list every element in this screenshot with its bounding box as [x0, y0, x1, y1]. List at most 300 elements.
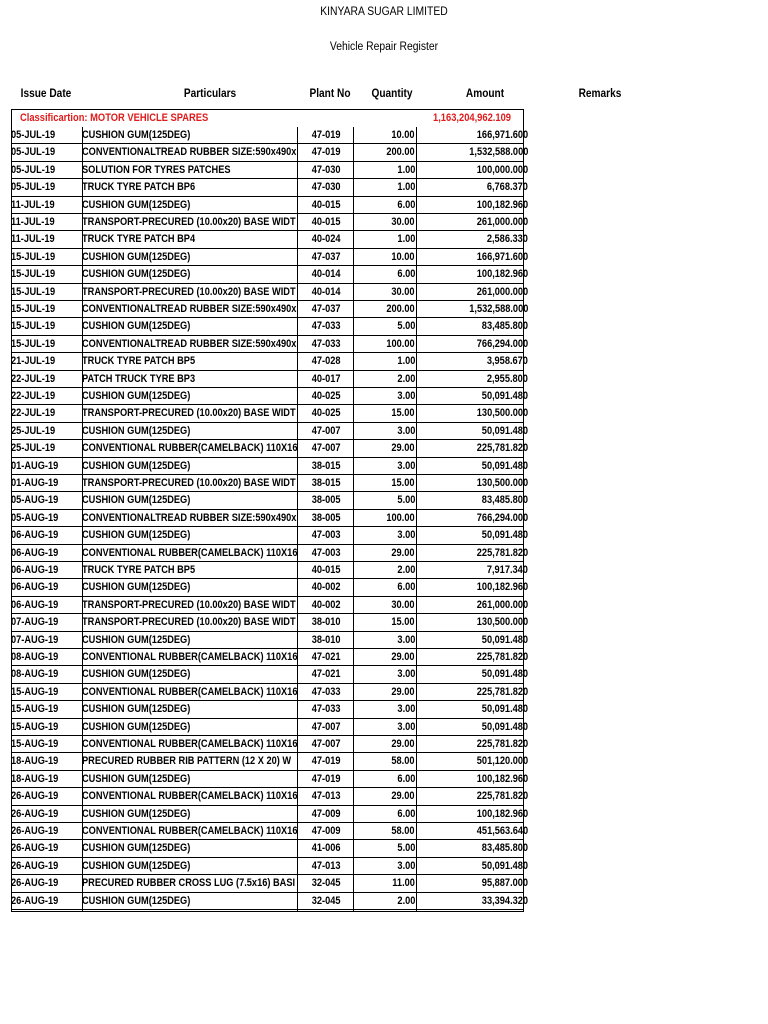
plant-no-cell — [299, 475, 353, 492]
amount-cell — [417, 719, 528, 736]
particulars-cell — [82, 562, 297, 579]
quantity-cell — [354, 893, 415, 910]
quantity-cell — [354, 388, 415, 405]
issue-date-cell-text: 01-AUG-19 — [11, 459, 59, 472]
quantity-cell-text: 30.00 — [391, 216, 415, 228]
issue-date-cell — [11, 545, 81, 562]
quantity-cell — [354, 666, 415, 683]
amount-cell-text: 225,781.820 — [476, 442, 528, 455]
particulars-cell — [82, 475, 297, 492]
quantity-cell-text: 1.00 — [397, 163, 415, 176]
issue-date-cell-text: 06-AUG-19 — [11, 546, 59, 559]
plant-no-cell-text: 47-037 — [311, 250, 341, 263]
particulars-cell — [82, 840, 297, 857]
amount-cell-text: 100,182.960 — [476, 772, 528, 785]
amount-cell — [417, 127, 528, 144]
particulars-cell — [82, 579, 297, 596]
issue-date-cell — [11, 318, 81, 335]
issue-date-cell — [11, 597, 81, 614]
particulars-cell — [82, 266, 297, 283]
plant-no-cell — [299, 666, 353, 683]
quantity-cell-text: 15.00 — [391, 616, 415, 629]
amount-cell-text: 33,394.320 — [481, 894, 528, 907]
particulars-cell-text: TRANSPORT-PRECURED (10.00x20) BASE WIDT — [82, 285, 296, 298]
quantity-cell — [354, 162, 415, 179]
amount-cell-text: 95,887.000 — [481, 877, 528, 890]
particulars-cell-text: CONVENTIONAL RUBBER(CAMELBACK) 110X16 — [82, 685, 297, 698]
particulars-cell — [82, 510, 297, 527]
issue-date-cell-text: 05-AUG-19 — [11, 494, 59, 507]
table-row — [11, 893, 528, 910]
issue-date-cell — [11, 249, 81, 266]
quantity-cell — [354, 753, 415, 770]
plant-no-cell — [299, 649, 353, 666]
plant-no-cell — [299, 284, 353, 301]
plant-no-cell-text: 40-002 — [311, 581, 341, 594]
table-row — [11, 510, 528, 527]
amount-cell — [417, 771, 528, 788]
plant-no-cell-text: 40-015 — [311, 564, 341, 576]
amount-cell — [417, 632, 528, 649]
issue-date-cell — [11, 353, 81, 370]
quantity-cell-text: 11.00 — [392, 877, 415, 890]
quantity-cell-text: 1.00 — [397, 233, 415, 246]
issue-date-cell-text: 15-JUL-19 — [11, 337, 56, 350]
issue-date-cell — [11, 562, 81, 579]
quantity-cell — [354, 214, 415, 231]
issue-date-cell-text: 08-AUG-19 — [11, 668, 59, 681]
particulars-cell-text: TRUCK TYRE PATCH BP5 — [82, 355, 196, 368]
issue-date-cell — [11, 684, 81, 701]
quantity-cell-text: 29.00 — [391, 685, 415, 698]
quantity-cell-text: 15.00 — [391, 477, 415, 489]
issue-date-cell-text: 07-AUG-19 — [11, 633, 59, 646]
issue-date-cell — [11, 858, 81, 875]
particulars-cell-text: CUSHION GUM(125DEG) — [82, 703, 191, 716]
plant-no-cell-text: 41-006 — [311, 842, 341, 855]
amount-cell — [417, 579, 528, 596]
issue-date-cell — [11, 266, 81, 283]
issue-date-cell — [11, 197, 81, 214]
particulars-cell-text: CUSHION GUM(125DEG) — [82, 807, 191, 820]
plant-no-cell — [299, 858, 353, 875]
issue-date-cell — [11, 144, 81, 161]
particulars-cell-text: TRANSPORT-PRECURED (10.00x20) BASE WIDT — [82, 616, 296, 629]
plant-no-cell — [299, 632, 353, 649]
quantity-cell-text: 6.00 — [397, 198, 415, 211]
quantity-cell — [354, 353, 415, 370]
classification-total: 1,163,204,962.109 — [432, 112, 511, 124]
issue-date-cell-text: 11-JUL-19 — [11, 216, 55, 228]
issue-date-cell-text: 07-AUG-19 — [11, 616, 59, 629]
particulars-cell — [82, 666, 297, 683]
amount-cell — [417, 318, 528, 335]
particulars-cell — [82, 197, 297, 214]
issue-date-cell-text: 26-AUG-19 — [11, 859, 59, 872]
quantity-cell-text: 29.00 — [391, 442, 415, 455]
particulars-cell-text: CONVENTIONALTREAD RUBBER SIZE:590x490x — [82, 303, 297, 315]
quantity-cell-text: 100.00 — [386, 511, 415, 524]
quantity-cell-text: 5.00 — [397, 494, 415, 507]
particulars-cell — [82, 614, 297, 631]
issue-date-cell-text: 25-JUL-19 — [11, 442, 56, 455]
plant-no-cell-text: 40-017 — [311, 372, 341, 385]
amount-cell-text: 225,781.820 — [476, 546, 528, 559]
particulars-cell-text: CONVENTIONAL RUBBER(CAMELBACK) 110X16 — [82, 442, 297, 455]
amount-cell-text: 225,781.820 — [476, 685, 528, 698]
plant-no-cell-text: 47-007 — [311, 424, 341, 437]
plant-no-cell-text: 47-033 — [311, 685, 341, 698]
table-row — [11, 701, 528, 718]
plant-no-cell — [299, 440, 353, 457]
table-row — [11, 492, 528, 509]
issue-date-cell-text: 06-AUG-19 — [11, 598, 59, 611]
issue-date-cell — [11, 893, 81, 910]
table-row — [11, 336, 528, 353]
plant-no-cell — [299, 701, 353, 718]
plant-no-cell-text: 38-015 — [311, 477, 341, 489]
table-row — [11, 405, 528, 422]
quantity-cell-text: 2.00 — [397, 894, 415, 907]
particulars-cell-text: CUSHION GUM(125DEG) — [82, 842, 191, 855]
table-row — [11, 388, 528, 405]
amount-cell-text: 50,091.480 — [481, 633, 528, 646]
table-row — [11, 231, 528, 248]
quantity-cell-text: 3.00 — [397, 859, 415, 872]
issue-date-cell-text: 05-JUL-19 — [11, 181, 56, 194]
amount-cell-text: 50,091.480 — [481, 720, 528, 733]
quantity-cell-text: 3.00 — [397, 720, 415, 733]
amount-cell — [417, 666, 528, 683]
plant-no-cell — [299, 840, 353, 857]
issue-date-cell-text: 22-JUL-19 — [11, 372, 56, 385]
table-row — [11, 736, 528, 753]
plant-no-cell — [299, 162, 353, 179]
quantity-cell — [354, 301, 415, 318]
issue-date-cell — [11, 492, 81, 509]
amount-cell-text: 100,182.960 — [476, 581, 528, 594]
quantity-cell — [354, 405, 415, 422]
particulars-cell-text: TRUCK TYRE PATCH BP5 — [82, 564, 196, 576]
amount-cell — [417, 144, 528, 161]
amount-cell — [417, 301, 528, 318]
amount-cell — [417, 266, 528, 283]
quantity-cell-text: 29.00 — [391, 651, 415, 663]
amount-cell-text: 766,294.000 — [476, 337, 528, 350]
quantity-cell-text: 3.00 — [397, 668, 415, 681]
quantity-cell — [354, 423, 415, 440]
issue-date-cell — [11, 423, 81, 440]
amount-cell-text: 100,182.960 — [476, 807, 528, 820]
quantity-cell — [354, 144, 415, 161]
particulars-cell — [82, 336, 297, 353]
table-row — [11, 771, 528, 788]
quantity-cell-text: 1.00 — [397, 181, 415, 194]
plant-no-cell-text: 40-002 — [311, 598, 341, 611]
amount-cell-text: 1,532,588.000 — [468, 303, 528, 315]
issue-date-cell — [11, 371, 81, 388]
plant-no-cell-text: 47-021 — [311, 668, 341, 681]
quantity-cell-text: 29.00 — [391, 738, 415, 750]
amount-cell — [417, 458, 528, 475]
particulars-cell — [82, 806, 297, 823]
issue-date-cell-text: 11-JUL-19 — [11, 233, 55, 246]
amount-cell — [417, 788, 528, 805]
quantity-cell — [354, 632, 415, 649]
particulars-cell — [82, 597, 297, 614]
quantity-cell-text: 3.00 — [397, 459, 415, 472]
particulars-cell — [82, 388, 297, 405]
quantity-cell — [354, 527, 415, 544]
amount-cell-text: 50,091.480 — [481, 859, 528, 872]
particulars-cell-text: TRANSPORT-PRECURED (10.00x20) BASE WIDT — [82, 598, 296, 611]
issue-date-cell-text: 26-AUG-19 — [11, 877, 59, 890]
issue-date-cell — [11, 458, 81, 475]
plant-no-cell-text: 47-033 — [311, 703, 341, 716]
plant-no-cell-text: 40-025 — [311, 390, 341, 402]
quantity-cell — [354, 649, 415, 666]
plant-no-cell — [299, 562, 353, 579]
table-row — [11, 179, 528, 196]
quantity-cell-text: 100.00 — [386, 337, 415, 350]
issue-date-cell-text: 15-AUG-19 — [11, 703, 59, 716]
plant-no-cell-text: 40-014 — [311, 285, 341, 298]
particulars-cell-text: CUSHION GUM(125DEG) — [82, 250, 191, 263]
table-row — [11, 597, 528, 614]
particulars-cell — [82, 875, 297, 892]
issue-date-cell-text: 22-JUL-19 — [11, 390, 56, 402]
particulars-cell — [82, 492, 297, 509]
particulars-cell — [82, 527, 297, 544]
amount-cell-text: 50,091.480 — [481, 529, 528, 542]
amount-cell — [417, 197, 528, 214]
issue-date-cell — [11, 336, 81, 353]
amount-cell-text: 3,958.670 — [486, 355, 528, 368]
plant-no-cell-text: 47-033 — [311, 320, 341, 333]
amount-cell — [417, 162, 528, 179]
issue-date-cell-text: 15-AUG-19 — [11, 720, 59, 733]
issue-date-cell-text: 08-AUG-19 — [11, 651, 59, 663]
issue-date-cell — [11, 614, 81, 631]
quantity-cell-text: 200.00 — [386, 303, 415, 315]
plant-no-cell-text: 47-009 — [311, 825, 341, 837]
particulars-cell-text: CONVENTIONAL RUBBER(CAMELBACK) 110X16 — [82, 825, 297, 837]
table-row — [11, 684, 528, 701]
particulars-cell-text: SOLUTION FOR TYRES PATCHES — [82, 163, 231, 176]
plant-no-cell-text: 47-021 — [311, 651, 341, 663]
amount-cell-text: 2,955.800 — [486, 372, 528, 385]
issue-date-cell — [11, 127, 81, 144]
plant-no-cell — [299, 249, 353, 266]
quantity-cell-text: 200.00 — [386, 146, 415, 159]
particulars-cell — [82, 301, 297, 318]
issue-date-cell — [11, 875, 81, 892]
plant-no-cell — [299, 423, 353, 440]
issue-date-cell — [11, 179, 81, 196]
amount-cell — [417, 475, 528, 492]
table-row — [11, 788, 528, 805]
plant-no-cell-text: 47-030 — [311, 163, 341, 176]
plant-no-cell — [299, 458, 353, 475]
issue-date-cell — [11, 666, 81, 683]
col-header-amount: Amount — [465, 88, 505, 100]
particulars-cell — [82, 144, 297, 161]
plant-no-cell-text: 47-013 — [311, 859, 341, 872]
table-row — [11, 371, 528, 388]
particulars-cell — [82, 231, 297, 248]
plant-no-cell-text: 47-019 — [311, 146, 341, 159]
particulars-cell — [82, 162, 297, 179]
amount-cell-text: 50,091.480 — [481, 390, 528, 402]
particulars-cell — [82, 823, 297, 840]
issue-date-cell-text: 05-AUG-19 — [11, 511, 59, 524]
table-row — [11, 579, 528, 596]
quantity-cell-text: 58.00 — [391, 755, 415, 768]
quantity-cell — [354, 597, 415, 614]
amount-cell-text: 261,000.000 — [476, 285, 528, 298]
particulars-cell — [82, 649, 297, 666]
quantity-cell-text: 3.00 — [397, 529, 415, 542]
particulars-cell-text: CONVENTIONALTREAD RUBBER SIZE:590x490x — [82, 511, 297, 524]
particulars-cell — [82, 719, 297, 736]
quantity-cell — [354, 492, 415, 509]
table-row — [11, 249, 528, 266]
quantity-cell — [354, 875, 415, 892]
amount-cell-text: 166,971.600 — [476, 250, 528, 263]
plant-no-cell — [299, 388, 353, 405]
quantity-cell — [354, 719, 415, 736]
plant-no-cell — [299, 301, 353, 318]
amount-cell — [417, 597, 528, 614]
plant-no-cell — [299, 875, 353, 892]
quantity-cell — [354, 440, 415, 457]
plant-no-cell-text: 40-024 — [311, 233, 341, 246]
amount-cell-text: 83,485.800 — [481, 842, 528, 855]
issue-date-cell-text: 22-JUL-19 — [11, 407, 56, 420]
particulars-cell — [82, 701, 297, 718]
plant-no-cell — [299, 371, 353, 388]
particulars-cell-text: CUSHION GUM(125DEG) — [82, 894, 191, 907]
particulars-cell-text: TRANSPORT-PRECURED (10.00x20) BASE WIDT — [82, 216, 296, 228]
plant-no-cell-text: 47-037 — [311, 303, 341, 315]
quantity-cell — [354, 858, 415, 875]
table-row — [11, 806, 528, 823]
plant-no-cell-text: 38-005 — [311, 511, 341, 524]
amount-cell — [417, 562, 528, 579]
amount-cell-text: 83,485.800 — [481, 494, 528, 507]
table-row — [11, 284, 528, 301]
amount-cell — [417, 336, 528, 353]
amount-cell — [417, 231, 528, 248]
table-row — [11, 632, 528, 649]
table-row — [11, 875, 528, 892]
issue-date-cell-text: 26-AUG-19 — [11, 807, 59, 820]
col-header-quantity: Quantity — [371, 88, 413, 100]
quantity-cell-text: 10.00 — [391, 129, 415, 141]
col-header-remarks: Remarks — [578, 88, 622, 100]
issue-date-cell — [11, 527, 81, 544]
plant-no-cell — [299, 579, 353, 596]
issue-date-cell — [11, 475, 81, 492]
amount-cell-text: 130,500.000 — [476, 477, 528, 489]
plant-no-cell — [299, 736, 353, 753]
quantity-cell — [354, 318, 415, 335]
issue-date-cell-text: 15-JUL-19 — [11, 303, 56, 315]
amount-cell-text: 83,485.800 — [481, 320, 528, 333]
quantity-cell-text: 2.00 — [397, 564, 415, 576]
quantity-cell-text: 58.00 — [391, 825, 415, 837]
issue-date-cell — [11, 579, 81, 596]
particulars-cell — [82, 405, 297, 422]
plant-no-cell-text: 38-015 — [311, 459, 341, 472]
plant-no-cell — [299, 353, 353, 370]
amount-cell-text: 766,294.000 — [476, 511, 528, 524]
quantity-cell — [354, 840, 415, 857]
issue-date-cell — [11, 440, 81, 457]
amount-cell — [417, 701, 528, 718]
quantity-cell-text: 6.00 — [397, 807, 415, 820]
particulars-cell-text: CUSHION GUM(125DEG) — [82, 320, 191, 333]
amount-cell — [417, 510, 528, 527]
particulars-cell — [82, 771, 297, 788]
plant-no-cell — [299, 527, 353, 544]
particulars-cell — [82, 284, 297, 301]
plant-no-cell — [299, 597, 353, 614]
amount-cell-text: 261,000.000 — [476, 216, 528, 228]
particulars-cell-text: TRANSPORT-PRECURED (10.00x20) BASE WIDT — [82, 407, 296, 420]
col-header-issue-date: Issue Date — [20, 88, 72, 100]
quantity-cell-text: 10.00 — [391, 250, 415, 263]
table-row — [11, 527, 528, 544]
table-row — [11, 458, 528, 475]
plant-no-cell — [299, 127, 353, 144]
particulars-cell-text: CUSHION GUM(125DEG) — [82, 668, 191, 681]
particulars-cell-text: CONVENTIONAL RUBBER(CAMELBACK) 110X16 — [82, 790, 297, 803]
particulars-cell-text: CUSHION GUM(125DEG) — [82, 581, 191, 594]
amount-cell-text: 166,971.600 — [476, 129, 528, 141]
plant-no-cell-text: 47-028 — [311, 355, 341, 368]
particulars-cell — [82, 545, 297, 562]
plant-no-cell-text: 47-013 — [311, 790, 341, 803]
plant-no-cell-text: 47-007 — [311, 720, 341, 733]
plant-no-cell-text: 32-045 — [311, 894, 341, 907]
plant-no-cell-text: 38-005 — [311, 494, 341, 507]
plant-no-cell-text: 47-009 — [311, 807, 341, 820]
quantity-cell — [354, 179, 415, 196]
quantity-cell — [354, 771, 415, 788]
plant-no-cell-text: 40-014 — [311, 268, 341, 281]
company-name: KINYARA SUGAR LIMITED — [320, 6, 448, 18]
particulars-cell — [82, 249, 297, 266]
amount-cell-text: 50,091.480 — [481, 459, 528, 472]
quantity-cell-text: 6.00 — [397, 268, 415, 281]
issue-date-cell — [11, 788, 81, 805]
amount-cell — [417, 440, 528, 457]
quantity-cell-text: 5.00 — [397, 842, 415, 855]
amount-cell — [417, 684, 528, 701]
quantity-cell-text: 3.00 — [397, 633, 415, 646]
plant-no-cell — [299, 771, 353, 788]
table-row — [11, 545, 528, 562]
quantity-cell — [354, 284, 415, 301]
issue-date-cell-text: 15-AUG-19 — [11, 685, 59, 698]
issue-date-cell — [11, 649, 81, 666]
quantity-cell-text: 5.00 — [397, 320, 415, 333]
plant-no-cell — [299, 545, 353, 562]
quantity-cell — [354, 579, 415, 596]
quantity-cell — [354, 231, 415, 248]
particulars-cell-text: CUSHION GUM(125DEG) — [82, 198, 191, 211]
